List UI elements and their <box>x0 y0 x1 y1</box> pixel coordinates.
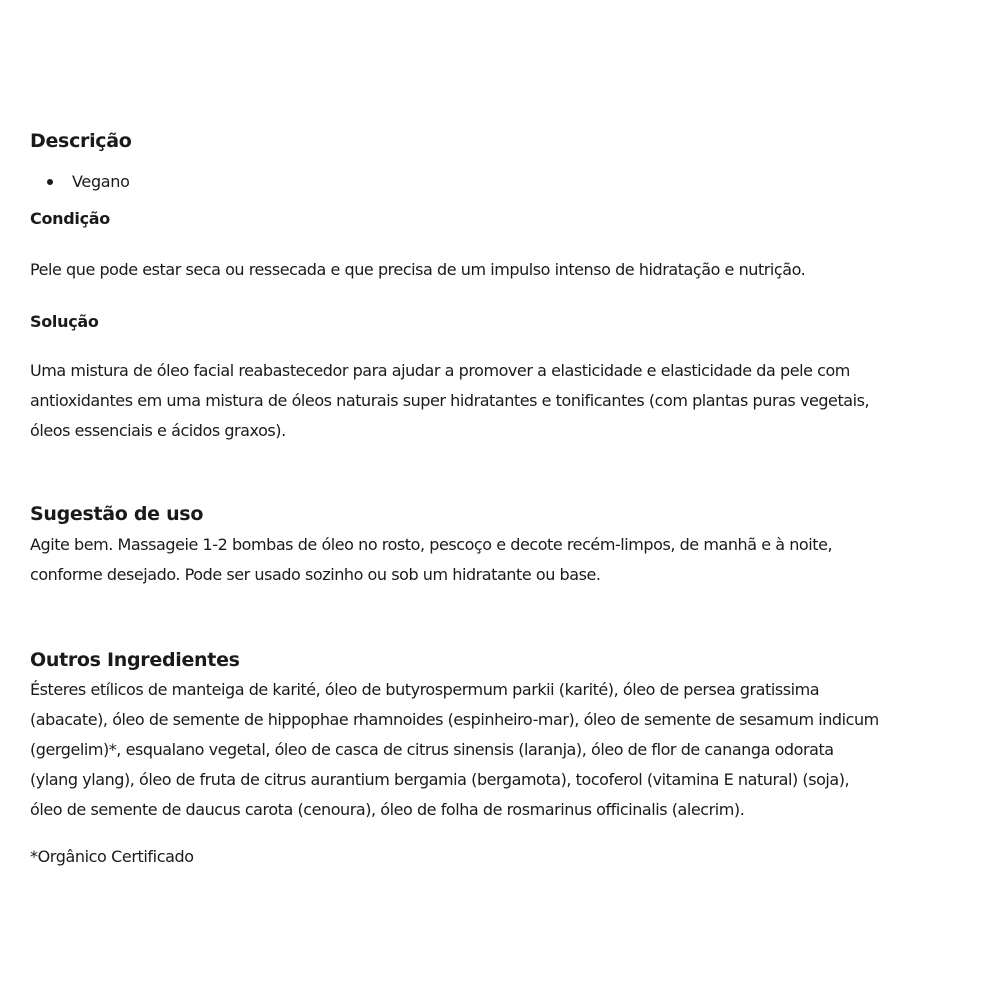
usage-text <box>30 530 990 590</box>
list-item <box>30 167 980 197</box>
organic-footnote: *Orgânico Certificado <box>30 847 194 866</box>
usage-heading: Sugestão de uso <box>30 503 204 525</box>
condition-text: Pele que pode estar seca ou ressecada e que precisa de um impulso intenso de hidratação e nutrição. <box>30 260 806 279</box>
ingredients-text <box>30 675 990 825</box>
solution-text <box>30 356 990 446</box>
condition-heading: Condição <box>30 209 110 228</box>
solution-line: óleos essenciais e ácidos graxos). <box>30 421 286 440</box>
solution-heading: Solução <box>30 312 99 331</box>
ingredients-line: (gergelim)*, esqualano vegetal, óleo de casca de citrus sinensis (laranja), óleo de flor de cananga odorata <box>30 740 834 759</box>
usage-line: conforme desejado. Pode ser usado sozinho ou sob um hidratante ou base. <box>30 565 601 584</box>
ingredients-line: (abacate), óleo de semente de hippophae rhamnoides (espinheiro-mar), óleo de semente de sesamum indicum <box>30 710 879 729</box>
ingredients-line: (ylang ylang), óleo de fruta de citrus aurantium bergamia (bergamota), tocoferol (vitamina E natural) (soja), <box>30 770 850 789</box>
usage-line: Agite bem. Massageie 1-2 bombas de óleo no rosto, pescoço e decote recém-limpos, de manhã e à noite, <box>30 535 833 554</box>
bullet-text: Vegano <box>72 172 130 191</box>
ingredients-line: Ésteres etílicos de manteiga de karité, óleo de butyrospermum parkii (karité), óleo de persea gratissima <box>30 680 820 699</box>
description-heading: Descrição <box>30 130 132 152</box>
bullet-icon <box>47 179 53 185</box>
ingredients-line: óleo de semente de daucus carota (cenoura), óleo de folha de rosmarinus officinalis (alecrim). <box>30 800 745 819</box>
description-section <box>30 126 980 156</box>
description-bullet-list <box>30 167 980 197</box>
ingredients-heading: Outros Ingredientes <box>30 649 240 671</box>
solution-line: Uma mistura de óleo facial reabastecedor para ajudar a promover a elasticidade e elasticidade da pele com <box>30 361 850 380</box>
solution-line: antioxidantes em uma mistura de óleos naturais super hidratantes e tonificantes (com plantas puras vegetais, <box>30 391 870 410</box>
